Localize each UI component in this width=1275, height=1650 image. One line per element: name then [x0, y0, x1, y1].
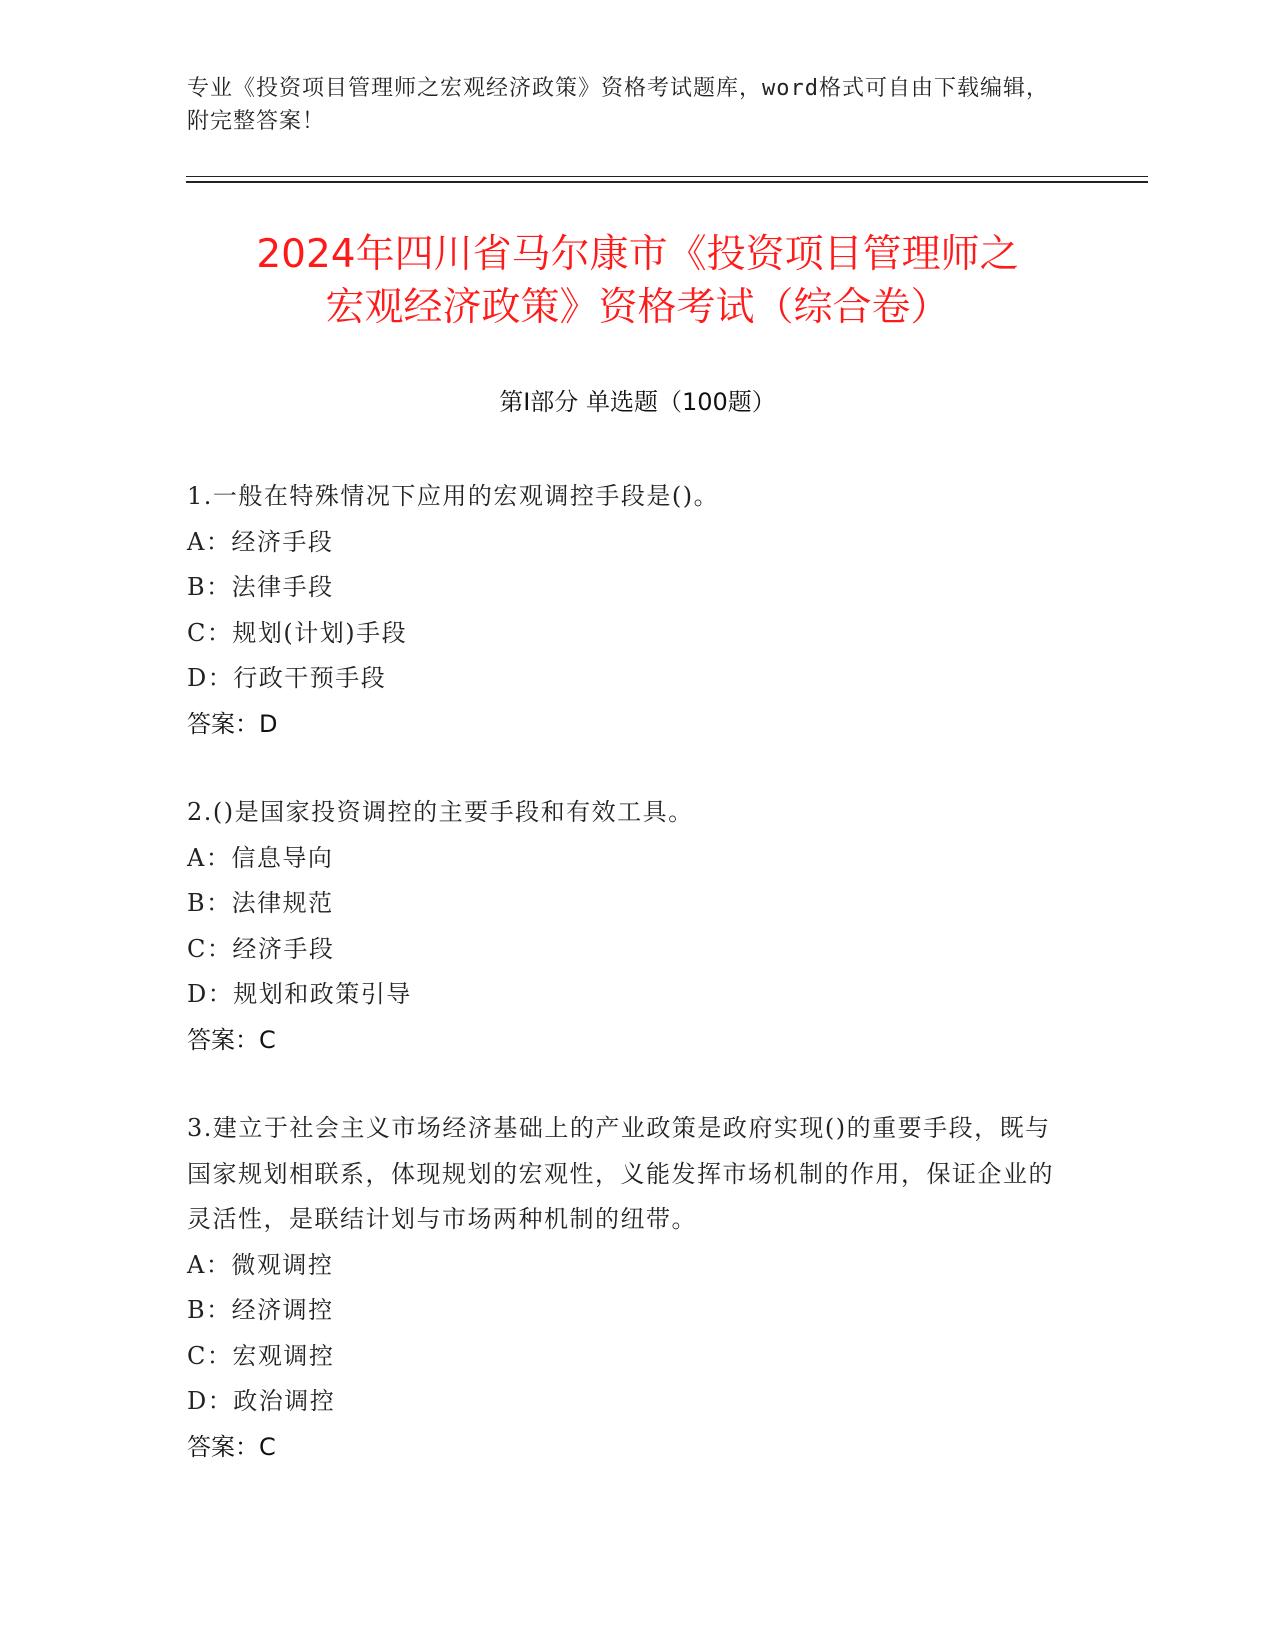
- answer: 答案：C: [187, 1432, 276, 1461]
- option-d: D：行政干预手段: [187, 664, 387, 692]
- option-d: D：政治调控: [187, 1387, 336, 1415]
- option-b: B：法律手段: [187, 573, 334, 601]
- option-d: D：规划和政策引导: [187, 980, 412, 1008]
- option-c: C：宏观调控: [187, 1341, 335, 1370]
- header-note: 专业《投资项目管理师之宏观经济政策》资格考试题库，word格式可自由下载编辑，附完整答案！: [187, 76, 1049, 134]
- document-title: [150, 228, 1125, 334]
- option-c: C：规划(计划)手段: [187, 618, 408, 647]
- question-2: [187, 790, 1067, 1063]
- answer: 答案：C: [187, 1025, 276, 1054]
- question-1: [187, 474, 1067, 747]
- question-stem: 2.()是国家投资调控的主要手段和有效工具。: [187, 798, 694, 826]
- answer: 答案：D: [187, 709, 278, 738]
- question-stem: 1.一般在特殊情况下应用的宏观调控手段是()。: [187, 482, 720, 510]
- document-title-line2: 宏观经济政策》资格考试（综合卷）: [325, 285, 950, 330]
- option-a: A：信息导向: [187, 843, 334, 872]
- option-b: B：经济调控: [187, 1296, 334, 1324]
- option-a: A：微观调控: [187, 1250, 334, 1279]
- option-a: A：经济手段: [187, 527, 334, 556]
- option-b: B：法律规范: [187, 889, 334, 917]
- header-rule-thick: [186, 181, 1148, 183]
- option-c: C：经济手段: [187, 934, 335, 963]
- question-list: [187, 474, 1067, 1513]
- document-title-line1: 2024年四川省马尔康市《投资项目管理师之: [256, 232, 1019, 277]
- section-heading: 第Ⅰ部分 单选题（100题）: [499, 388, 776, 416]
- question-3: [187, 1106, 1067, 1470]
- header-rule-thin: [186, 176, 1148, 177]
- question-stem: 3.建立于社会主义市场经济基础上的产业政策是政府实现()的重要手段，既与国家规划相联系，体现规划的宏观性，义能发挥市场机制的作用，保证企业的灵活性，是联结计划与市场两种机制的纽带。: [187, 1114, 1054, 1233]
